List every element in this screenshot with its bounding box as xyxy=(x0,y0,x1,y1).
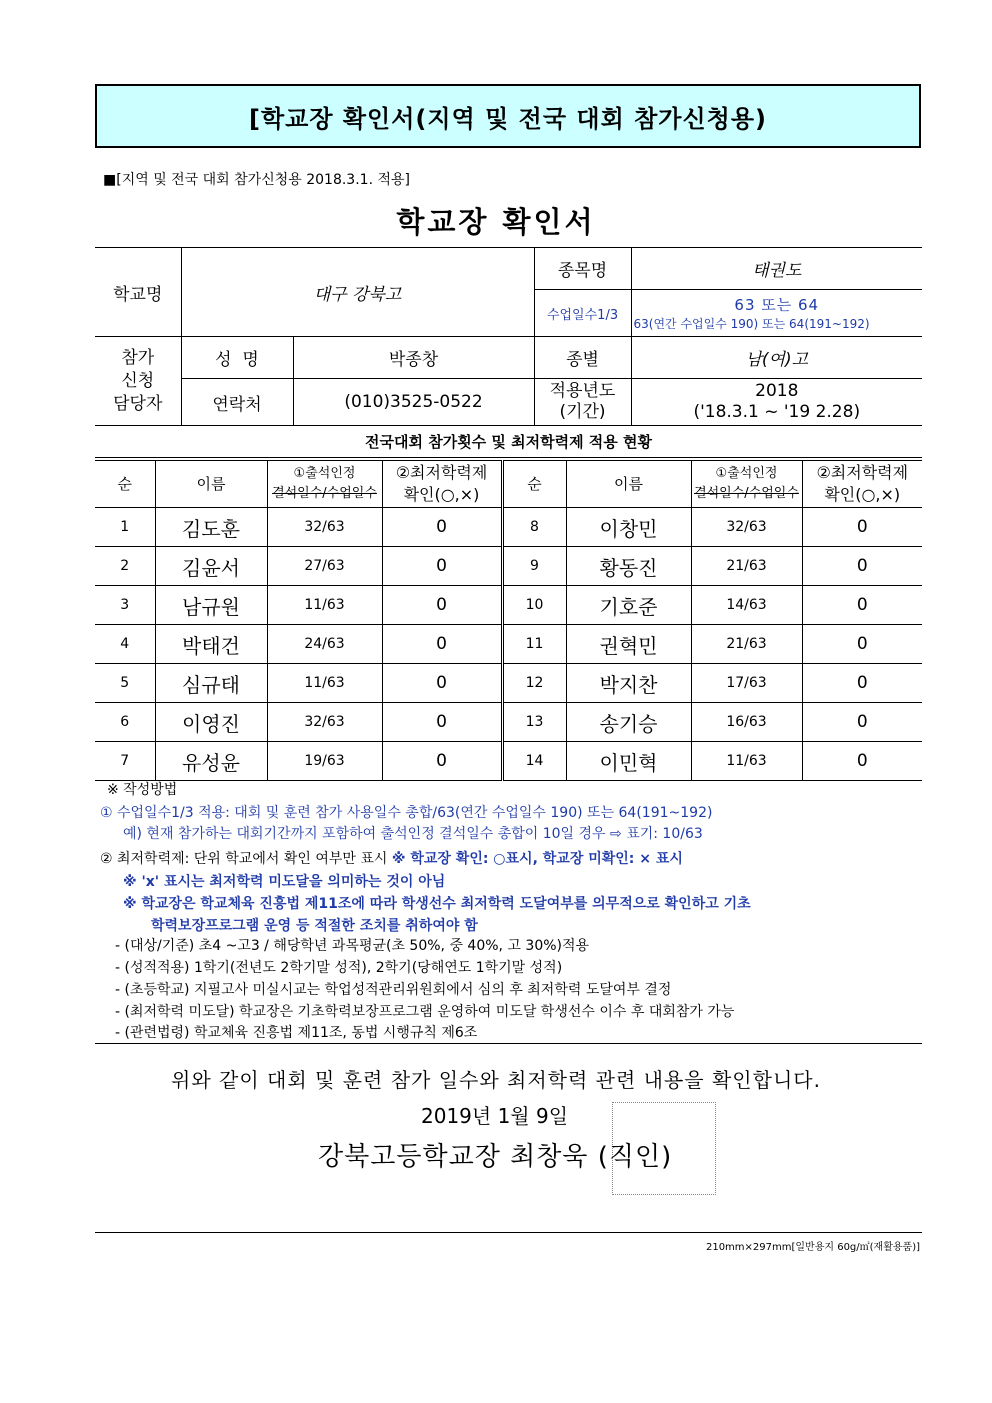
name-cell: 심규태 xyxy=(155,664,267,703)
seq-cell: 1 xyxy=(95,508,155,547)
col-minimum-left xyxy=(382,461,502,508)
days-note: 63(연간 수업일수 190) 또는 64(191~192) xyxy=(633,317,870,331)
year-label: 적용년도 (기간) xyxy=(534,379,631,426)
school-value: 대구 강북고 xyxy=(181,248,534,337)
bullet-grades: - (성적적용) 1학기(전년도 2학기말 성적), 2학기(당해연도 1학기말 성적) xyxy=(115,960,563,976)
attendance-cell: 24/63 xyxy=(267,625,382,664)
col-attendance-line1: ①출석인정 xyxy=(293,466,356,481)
instruction-2-note: ※ 'x' 표시는 최저학력 미도달을 의미하는 것이 아님 xyxy=(123,874,446,890)
table-row xyxy=(95,508,922,547)
period-value: ('18.3.1 ~ '19 2.28) xyxy=(693,402,861,422)
name-cell: 박지찬 xyxy=(566,664,691,703)
name-cell: 이영진 xyxy=(155,703,267,742)
school-label: 학교명 xyxy=(95,248,181,337)
paper-spec-footer: 210mm×297mm[일반용지 60g/㎡(재활용품)] xyxy=(705,1242,920,1253)
seq-cell: 7 xyxy=(95,742,155,781)
minimum-mark-cell: 0 xyxy=(802,547,922,586)
minimum-mark-cell: 0 xyxy=(802,742,922,781)
name-cell: 기호준 xyxy=(566,586,691,625)
col-seq-right: 순 xyxy=(502,461,566,508)
form-title-box xyxy=(95,84,921,148)
minimum-mark-cell: 0 xyxy=(802,664,922,703)
attendance-cell: 21/63 xyxy=(691,547,802,586)
name-cell: 김도훈 xyxy=(155,508,267,547)
days-label: 수업일수1/3 xyxy=(534,290,631,337)
minimum-mark-cell: 0 xyxy=(382,586,502,625)
attendance-cell: 32/63 xyxy=(267,703,382,742)
principal-signature: 강북고등학교장 최창욱 (직인) xyxy=(318,1142,673,1172)
bullet-criteria: - (대상/기준) 초4 ~고3 / 해당학년 과목평균(초 50%, 중 40%, 고 30%)적용 xyxy=(115,938,590,954)
instruction-2-mark-rule: ※ 학교장 확인: ○표시, 학교장 미확인: × 표시 xyxy=(391,851,683,867)
seq-cell: 3 xyxy=(95,586,155,625)
attendance-cell: 27/63 xyxy=(267,547,382,586)
attendance-cell: 32/63 xyxy=(691,508,802,547)
minimum-mark-cell: 0 xyxy=(382,547,502,586)
seq-cell: 6 xyxy=(95,703,155,742)
table-row xyxy=(95,703,922,742)
minimum-mark-cell: 0 xyxy=(382,664,502,703)
col-name-right: 이름 xyxy=(566,461,691,508)
status-table-title: 전국대회 참가횟수 및 최저학력제 적용 현황 xyxy=(95,426,922,458)
seq-cell: 9 xyxy=(502,547,566,586)
minimum-mark-cell: 0 xyxy=(382,625,502,664)
document-title: 학교장 확인서 xyxy=(396,205,596,239)
phone-label: 연락처 xyxy=(181,379,293,426)
seq-cell: 12 xyxy=(502,664,566,703)
minimum-mark-cell: 0 xyxy=(802,586,922,625)
minimum-mark-cell: 0 xyxy=(802,508,922,547)
seq-cell: 11 xyxy=(502,625,566,664)
minimum-mark-cell: 0 xyxy=(802,703,922,742)
gender-value: 남(여)고 xyxy=(631,337,922,379)
year-cell xyxy=(631,379,922,426)
col-seq-left: 순 xyxy=(95,461,155,508)
instructions-heading: ※ 작성방법 xyxy=(107,782,178,798)
minimum-mark-cell: 0 xyxy=(382,508,502,547)
table-row xyxy=(95,742,922,781)
seq-cell: 10 xyxy=(502,586,566,625)
divider xyxy=(95,1043,922,1044)
contact-label: 참가 신청 담당자 xyxy=(95,337,181,426)
attendance-cell: 11/63 xyxy=(691,742,802,781)
instruction-1: ① 수업일수1/3 적용: 대회 및 훈련 참가 사용일수 총합/63(연간 수업일수 190) 또는 64(191~192) xyxy=(100,805,713,821)
seq-cell: 4 xyxy=(95,625,155,664)
attendance-cell: 17/63 xyxy=(691,664,802,703)
col-attendance-line1: ①출석인정 xyxy=(715,466,778,481)
form-title: [학교장 확인서(지역 및 전국 대회 참가신청용) xyxy=(249,104,767,133)
name-cell: 송기승 xyxy=(566,703,691,742)
name-cell: 황동진 xyxy=(566,547,691,586)
attendance-cell: 32/63 xyxy=(267,508,382,547)
instruction-2-text: ② 최저학력제: 단위 학교에서 확인 여부만 표시 xyxy=(100,851,392,867)
col-attendance-line2: 결석일수/수업일수 xyxy=(694,486,799,501)
participation-status-table xyxy=(95,460,922,781)
seq-cell: 8 xyxy=(502,508,566,547)
name-cell: 남규원 xyxy=(155,586,267,625)
col-name-left: 이름 xyxy=(155,461,267,508)
event-value: 태권도 xyxy=(631,248,922,290)
table-row xyxy=(95,586,922,625)
gender-label: 종별 xyxy=(534,337,631,379)
attendance-cell: 14/63 xyxy=(691,586,802,625)
name-value: 박종창 xyxy=(293,337,534,379)
form-subnote: ■[지역 및 전국 대회 참가신청용 2018.3.1. 적용] xyxy=(103,172,410,188)
col-attendance-line2: 결석일수/수업일수 xyxy=(272,486,377,501)
confirmation-statement: 위와 같이 대회 및 훈련 참가 일수와 최저학력 관련 내용을 확인합니다. xyxy=(171,1068,821,1092)
col-minimum-right xyxy=(802,461,922,508)
table-row xyxy=(95,547,922,586)
col-minimum-line2: 확인(○,×) xyxy=(824,485,901,504)
instruction-1-example: 예) 현재 참가하는 대회기간까지 포함하여 출석인정 결석일수 총합이 10일 경우 ⇨ 표기: 10/63 xyxy=(123,826,703,842)
attendance-cell: 21/63 xyxy=(691,625,802,664)
bullet-elementary: - (초등학교) 지필고사 미실시교는 학업성적관리위원회에서 심의 후 최저학력 도달여부 결정 xyxy=(115,982,672,998)
minimum-mark-cell: 0 xyxy=(382,742,502,781)
col-attendance-left xyxy=(267,461,382,508)
attendance-cell: 11/63 xyxy=(267,586,382,625)
col-minimum-line2: 확인(○,×) xyxy=(403,485,480,504)
instruction-2-duty-cont: 학력보장프로그램 운영 등 적절한 조치를 취하여야 함 xyxy=(151,918,478,934)
minimum-mark-cell: 0 xyxy=(802,625,922,664)
attendance-cell: 19/63 xyxy=(267,742,382,781)
divider xyxy=(95,1232,922,1233)
bullet-law: - (관련법령) 학교체육 진흥법 제11조, 동법 시행규칙 제6조 xyxy=(115,1025,478,1041)
applicant-info-table xyxy=(95,247,922,426)
name-cell: 권혁민 xyxy=(566,625,691,664)
minimum-mark-cell: 0 xyxy=(382,703,502,742)
name-label: 성 명 xyxy=(181,337,293,379)
col-attendance-right xyxy=(691,461,802,508)
bullet-unmet: - (최저학력 미도달) 학교장은 기초학력보장프로그램 운영하여 미도달 학생선수 이수 후 대회참가 가능 xyxy=(115,1004,735,1020)
table-row xyxy=(95,625,922,664)
col-minimum-line1: ②최저학력제 xyxy=(395,463,488,482)
confirmation-date: 2019년 1월 9일 xyxy=(421,1104,569,1128)
year-value: 2018 xyxy=(755,381,799,401)
seq-cell: 14 xyxy=(502,742,566,781)
attendance-cell: 11/63 xyxy=(267,664,382,703)
name-cell: 이창민 xyxy=(566,508,691,547)
name-cell: 박태건 xyxy=(155,625,267,664)
name-cell: 유성윤 xyxy=(155,742,267,781)
instruction-2-duty: ※ 학교장은 학교체육 진흥법 제11조에 따라 학생선수 최저학력 도달여부를 의무적으로 확인하고 기초 xyxy=(123,896,751,912)
seq-cell: 5 xyxy=(95,664,155,703)
name-cell: 이민혁 xyxy=(566,742,691,781)
instruction-2 xyxy=(100,848,683,868)
phone-value: (010)3525-0522 xyxy=(293,379,534,426)
seq-cell: 13 xyxy=(502,703,566,742)
attendance-cell: 16/63 xyxy=(691,703,802,742)
table-row xyxy=(95,664,922,703)
col-minimum-line1: ②최저학력제 xyxy=(816,463,909,482)
name-cell: 김윤서 xyxy=(155,547,267,586)
days-value: 63 또는 64 xyxy=(734,296,820,314)
days-cell xyxy=(631,290,922,337)
seq-cell: 2 xyxy=(95,547,155,586)
event-label: 종목명 xyxy=(534,248,631,290)
